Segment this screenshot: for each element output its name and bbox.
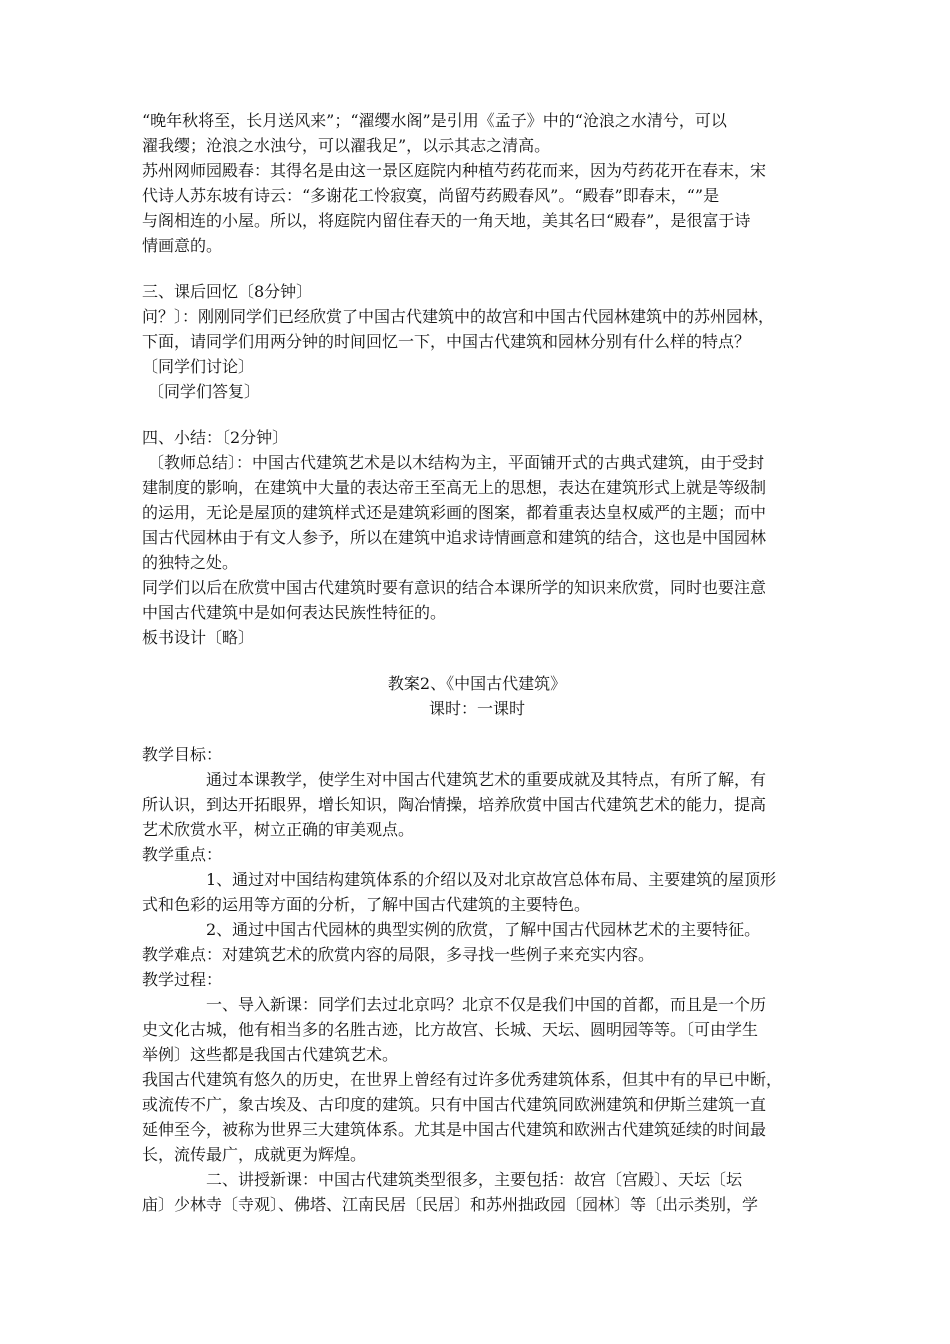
text-line: 濯我缨；沧浪之水浊兮，可以濯我足”，以示其志之清高。 — [142, 136, 551, 155]
text-line: 〔同学们讨论〕 — [142, 357, 255, 376]
text-line: 同学们以后在欣赏中国古代建筑时要有意识的结合本课所学的知识来欣赏，同时也要注意 — [142, 578, 767, 597]
text-line: 长，流传最广，成就更为辉煌。 — [142, 1145, 367, 1164]
text-line: 延伸至今，被称为世界三大建筑体系。尤其是中国古代建筑和欧洲古代建筑延续的时间最 — [142, 1120, 767, 1139]
blank-line — [142, 258, 812, 279]
text-line: 教学难点：对建筑艺术的欣赏内容的局限，多寻找一些例子来充实内容。 — [142, 945, 655, 964]
text-line: 通过本课教学，使学生对中国古代建筑艺术的重要成就及其特点，有所了解，有 — [206, 770, 767, 789]
text-line: 教学目标： — [142, 745, 223, 764]
text-line: 教学重点： — [142, 845, 223, 864]
text-line: 式和色彩的运用等方面的分析，了解中国古代建筑的主要特色。 — [142, 895, 591, 914]
text-line: 情画意的。 — [142, 236, 223, 255]
text-line: 或流传不广，象古埃及、古印度的建筑。只有中国古代建筑同欧洲建筑和伊斯兰建筑一直 — [142, 1095, 767, 1114]
text-line: 问？〕：刚刚同学们已经欣赏了中国古代建筑中的故宫和中国古代园林建筑中的苏州园林， — [142, 307, 775, 326]
document-page — [142, 108, 812, 1217]
text-line: 庙〕少林寺〔寺观〕、佛塔、江南民居〔民居〕和苏州拙政园〔园林〕等〔出示类别，学 — [142, 1195, 759, 1214]
blank-line — [142, 404, 812, 425]
text-line: 与阁相连的小屋。所以，将庭院内留住春天的一角天地，美其名曰“殿春”，是很富于诗 — [142, 211, 751, 230]
text-line: 国古代园林由于有文人参予，所以在建筑中追求诗情画意和建筑的结合，这也是中国园林 — [142, 528, 767, 547]
text-line: 下面，请同学们用两分钟的时间回忆一下，中国古代建筑和园林分别有什么样的特点？ — [142, 332, 751, 351]
text-line: 我国古代建筑有悠久的历史，在世界上曾经有过许多优秀建筑体系，但其中有的早已中断， — [142, 1070, 783, 1089]
text-line: 2、通过中国古代园林的典型实例的欣赏，了解中国古代园林艺术的主要特征。 — [206, 920, 761, 939]
text-line: 史文化古城，他有相当多的名胜古迹，比方故宫、长城、天坛、圆明园等等。〔可由学生 — [142, 1020, 759, 1039]
text-line: 建制度的影响，在建筑中大量的表达帝王至高无上的思想，表达在建筑形式上就是等级制 — [142, 478, 767, 497]
text-line: 中国古代建筑中是如何表达民族性特征的。 — [142, 603, 447, 622]
blank-line — [142, 650, 812, 671]
text-line: 举例〕这些都是我国古代建筑艺术。 — [142, 1045, 399, 1064]
heading-line: 教案2、《中国古代建筑》 — [387, 674, 567, 693]
text-line: 三、课后回忆〔8分钟〕 — [142, 282, 313, 301]
text-line: 1、通过对中国结构建筑体系的介绍以及对北京故宫总体布局、主要建筑的屋顶形 — [206, 870, 777, 889]
heading-line: 课时：一课时 — [428, 699, 525, 718]
text-line: 所认识，到达开拓眼界，增长知识，陶冶情操，培养欣赏中国古代建筑艺术的能力，提高 — [142, 795, 767, 814]
text-line: 代诗人苏东坡有诗云：“多谢花工怜寂寞，尚留芍药殿春风”。“殿春”即春末，“”是 — [142, 186, 720, 205]
text-line: 〔同学们答复〕 — [148, 382, 261, 401]
blank-line — [142, 721, 812, 742]
text-line: 四、小结：〔2分钟〕 — [142, 428, 289, 447]
text-line: 二、讲授新课：中国古代建筑类型很多，主要包括：故宫〔宫殿〕、天坛〔坛 — [206, 1170, 743, 1189]
text-line: “晚年秋将至，长月送风来”；“濯缨水阁”是引用《孟子》中的“沧浪之水清兮，可以 — [142, 111, 727, 130]
text-line: 一、导入新课：同学们去过北京吗？北京不仅是我们中国的首都，而且是一个历 — [206, 995, 767, 1014]
text-line: 的运用，无论是屋顶的建筑样式还是建筑彩画的图案，都着重表达皇权威严的主题；而中 — [142, 503, 767, 522]
text-line: 的独特之处。 — [142, 553, 239, 572]
text-line: 教学过程： — [142, 970, 223, 989]
text-line: 〔教师总结〕：中国古代建筑艺术是以木结构为主，平面铺开式的古典式建筑，由于受封 — [148, 453, 765, 472]
text-line: 板书设计〔略〕 — [142, 628, 255, 647]
text-line: 艺术欣赏水平，树立正确的审美观点。 — [142, 820, 415, 839]
text-line: 苏州网师园殿春：其得名是由这一景区庭院内种植芍药花而来，因为芍药花开在春末，宋 — [142, 161, 767, 180]
